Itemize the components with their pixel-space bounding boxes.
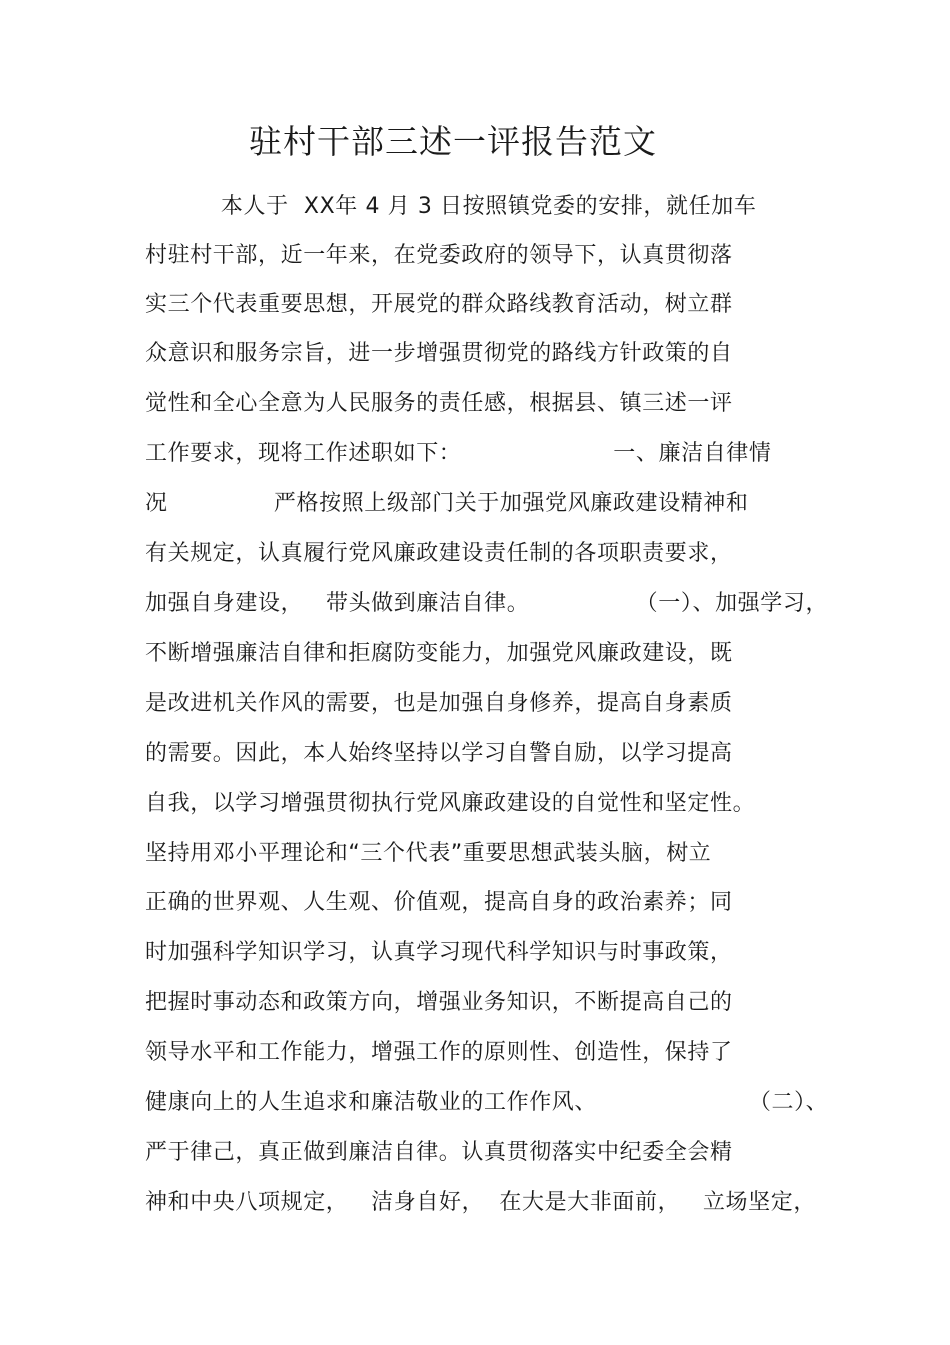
paragraph-line: 本人于 XX年 4 月 3 日按照镇党委的安排，就任加车 [145, 194, 757, 219]
paragraph-line: 领导水平和工作能力，增强工作的原则性、创造性，保持了 [145, 1040, 733, 1065]
paragraph-line: 有关规定，认真履行党风廉政建设责任制的各项职责要求， [145, 541, 733, 566]
paragraph-line: 把握时事动态和政策方向，增强业务知识，不断提高自己的 [145, 990, 733, 1015]
paragraph-line: 加强自身建设， 带头做到廉洁自律。 （一）、加强学习， [145, 591, 829, 616]
paragraph-line: 的需要。因此，本人始终坚持以学习自警自励，以学习提高 [145, 741, 733, 766]
paragraph-line: 实三个代表重要思想，开展党的群众路线教育活动，树立群 [145, 292, 733, 317]
paragraph-line: 村驻村干部，近一年来，在党委政府的领导下，认真贯彻落 [145, 243, 733, 268]
paragraph-line: 觉性和全心全意为人民服务的责任感，根据县、镇三述一评 [145, 391, 733, 416]
paragraph-line: 严于律己，真正做到廉洁自律。认真贯彻落实中纪委全会精 [145, 1140, 733, 1165]
paragraph-line: 是改进机关作风的需要，也是加强自身修养，提高自身素质 [145, 691, 733, 716]
paragraph-line: 正确的世界观、人生观、价值观，提高自身的政治素养；同 [145, 890, 733, 915]
paragraph-line: 坚持用邓小平理论和“三个代表”重要思想武装头脑，树立 [145, 841, 712, 866]
paragraph-line: 众意识和服务宗旨，进一步增强贯彻党的路线方针政策的自 [145, 341, 733, 366]
paragraph-line: 自我，以学习增强贯彻执行党风廉政建设的自觉性和坚定性。 [145, 791, 756, 816]
paragraph-line: 健康向上的人生追求和廉洁敬业的工作作风、 （二）、 [145, 1090, 829, 1115]
paragraph-line: 况 严格按照上级部门关于加强党风廉政建设精神和 [145, 491, 749, 516]
paragraph-line: 时加强科学知识学习，认真学习现代科学知识与时事政策， [145, 940, 733, 965]
paragraph-line: 不断增强廉洁自律和拒腐防变能力，加强党风廉政建设，既 [145, 641, 733, 666]
paragraph-line: 神和中央八项规定， 洁身自好， 在大是大非面前， 立场坚定， [145, 1190, 816, 1215]
document-title: 驻村干部三述一评报告范文 [249, 122, 657, 161]
paragraph-line: 工作要求，现将工作述职如下： 一、廉洁自律情 [145, 441, 772, 466]
